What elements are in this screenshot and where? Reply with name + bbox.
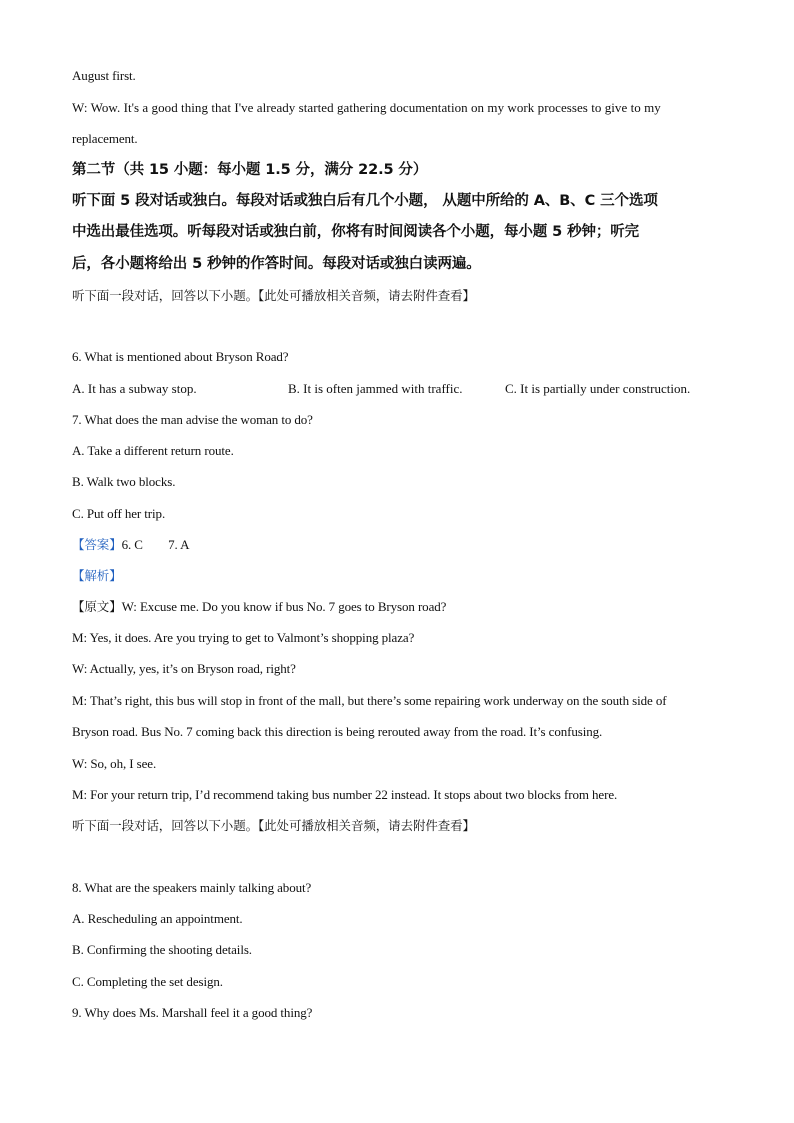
q7-option-a: A. Take a different return route. [72,443,234,458]
original-tag: 【原文】 [72,599,122,614]
question-8: 8. What are the speakers mainly talking about? [72,880,312,895]
q6-option-b: B. It is often jammed with traffic. [288,381,463,396]
transcript-text: W: Excuse me. Do you know if bus No. 7 goes to Bryson road? [121,599,447,614]
transcript-line: W: Actually, yes, it’s on Bryson road, right? [72,661,296,676]
transcript-line: Bryson road. Bus No. 7 coming back this direction is being rerouted away from the road. It’s confusing. [72,724,603,739]
dialogue-line: replacement. [72,131,138,146]
transcript-line: W: So, oh, I see. [72,756,157,771]
q7-option-c: C. Put off her trip. [72,506,166,521]
question-6: 6. What is mentioned about Bryson Road? [72,349,289,364]
listening-prompt: 听下面一段对话，回答以下小题。【此处可播放相关音频，请去附件查看】 [72,818,475,833]
analysis-tag: 【解析】 [72,568,122,583]
question-9: 9. Why does Ms. Marshall feel it a good thing? [72,1005,313,1020]
answer-text: 6. C 7. A [121,537,190,552]
instruction-line: 听下面 5 段对话或独白。每段对话或独白后有几个小题， 从题中所给的 A、B、C 三个选项 [72,193,658,209]
instruction-line: 中选出最佳选项。听每段对话或独白前，你将有时间阅读各个小题，每小题 5 秒钟；听完 [72,224,640,240]
dialogue-line: W: Wow. It's a good thing that I've already started gathering documentation on my work processes to give to my [72,100,661,115]
q6-option-a: A. It has a subway stop. [72,381,197,396]
q8-option-c: C. Completing the set design. [72,974,223,989]
section-heading: 第二节（共 15 小题：每小题 1.5 分，满分 22.5 分） [72,162,428,178]
question-7: 7. What does the man advise the woman to do? [72,412,313,427]
q6-option-c: C. It is partially under construction. [505,381,691,396]
answer-tag: 【答案】 [72,537,122,552]
transcript-line: M: For your return trip, I’d recommend taking bus number 22 instead. It stops about two blocks from here. [72,787,618,802]
instruction-line: 后，各小题将给出 5 秒钟的作答时间。每段对话或独白读两遍。 [72,256,481,272]
analysis-row [72,568,122,584]
listening-prompt: 听下面一段对话，回答以下小题。【此处可播放相关音频，请去附件查看】 [72,288,475,303]
answer-row [72,537,189,553]
transcript-line [72,599,446,615]
dialogue-line: August first. [72,68,136,83]
q8-option-b: B. Confirming the shooting details. [72,942,252,957]
q7-option-b: B. Walk two blocks. [72,474,176,489]
transcript-line: M: Yes, it does. Are you trying to get to Valmont’s shopping plaza? [72,630,415,645]
q8-option-a: A. Rescheduling an appointment. [72,911,243,926]
transcript-line: M: That’s right, this bus will stop in front of the mall, but there’s some repairing work underway on the south side of [72,693,667,708]
